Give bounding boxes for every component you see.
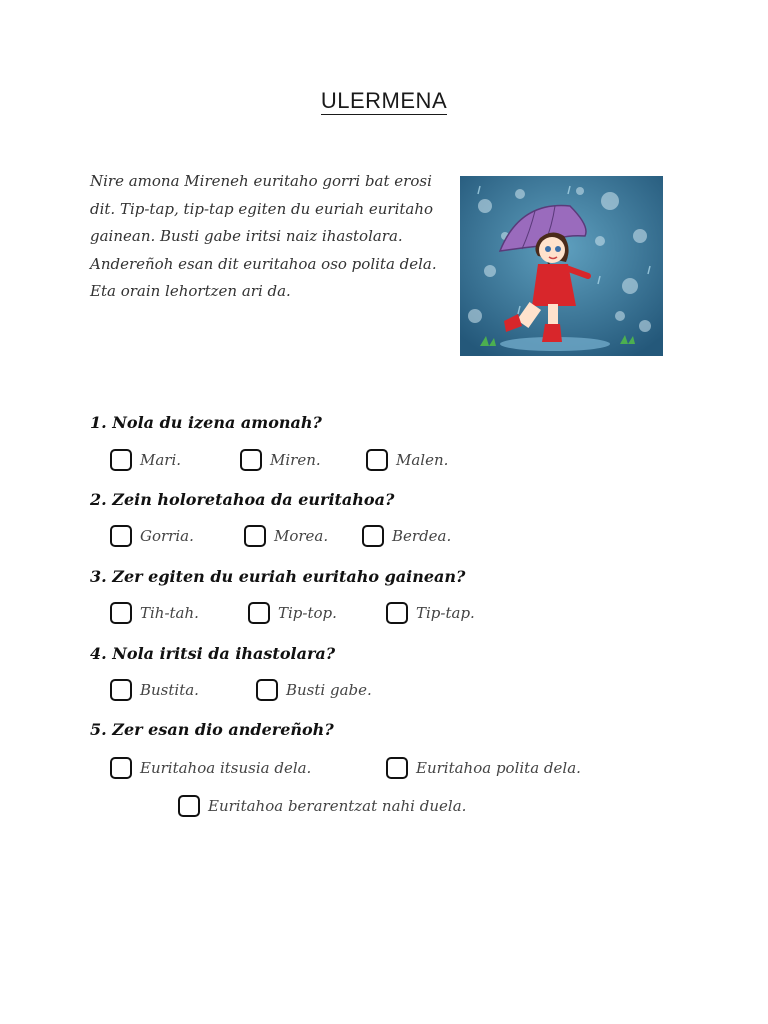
checkbox[interactable]	[110, 449, 132, 471]
checkbox[interactable]	[386, 602, 408, 624]
checkbox[interactable]	[110, 525, 132, 547]
answer-option-q5-1[interactable]: Euritahoa itsusia dela.	[110, 757, 311, 779]
girl-with-umbrella-illustration	[460, 176, 663, 356]
checkbox[interactable]	[256, 679, 278, 701]
story-paragraph: Nire amona Mireneh euritaho gorri bat erosi dit. Tip-tap, tip-tap egiten du euriah euritaho gainean. Busti gabe iritsi naiz ihastolara. Andereñoh esan dit euritahoa oso polita dela. Eta orain lehortzen ari da.	[90, 172, 437, 300]
checkbox[interactable]	[178, 795, 200, 817]
checkbox[interactable]	[362, 525, 384, 547]
checkbox[interactable]	[366, 449, 388, 471]
checkbox[interactable]	[244, 525, 266, 547]
question-2: 2. Zein holoretahoa da euritahoa?	[90, 490, 395, 509]
checkbox[interactable]	[240, 449, 262, 471]
answer-option-q3-2[interactable]: Tip-top.	[248, 602, 337, 624]
checkbox[interactable]	[110, 679, 132, 701]
checkbox[interactable]	[386, 757, 408, 779]
question-3: 3. Zer egiten du euriah euritaho gainean?	[90, 567, 466, 586]
question-4: 4. Nola iritsi da ihastolara?	[90, 644, 336, 663]
answer-option-q1-1[interactable]: Mari.	[110, 449, 181, 471]
checkbox[interactable]	[110, 602, 132, 624]
answer-option-q4-2[interactable]: Busti gabe.	[256, 679, 372, 701]
answer-option-q3-3[interactable]: Tip-tap.	[386, 602, 475, 624]
worksheet-title: ULERMENA	[320, 88, 448, 113]
answer-option-q2-2[interactable]: Morea.	[244, 525, 328, 547]
answer-option-q1-2[interactable]: Miren.	[240, 449, 321, 471]
answer-option-q4-1[interactable]: Bustita.	[110, 679, 199, 701]
answer-option-q2-3[interactable]: Berdea.	[362, 525, 451, 547]
answer-option-q2-1[interactable]: Gorria.	[110, 525, 194, 547]
answer-option-q5-3[interactable]: Euritahoa berarentzat nahi duela.	[178, 795, 466, 817]
answer-option-q1-3[interactable]: Malen.	[366, 449, 448, 471]
checkbox[interactable]	[248, 602, 270, 624]
question-5: 5. Zer esan dio andereñoh?	[90, 720, 334, 739]
question-1: 1. Nola du izena amonah?	[90, 413, 322, 432]
answer-option-q3-1[interactable]: Tih-tah.	[110, 602, 199, 624]
checkbox[interactable]	[110, 757, 132, 779]
answer-option-q5-2[interactable]: Euritahoa polita dela.	[386, 757, 581, 779]
